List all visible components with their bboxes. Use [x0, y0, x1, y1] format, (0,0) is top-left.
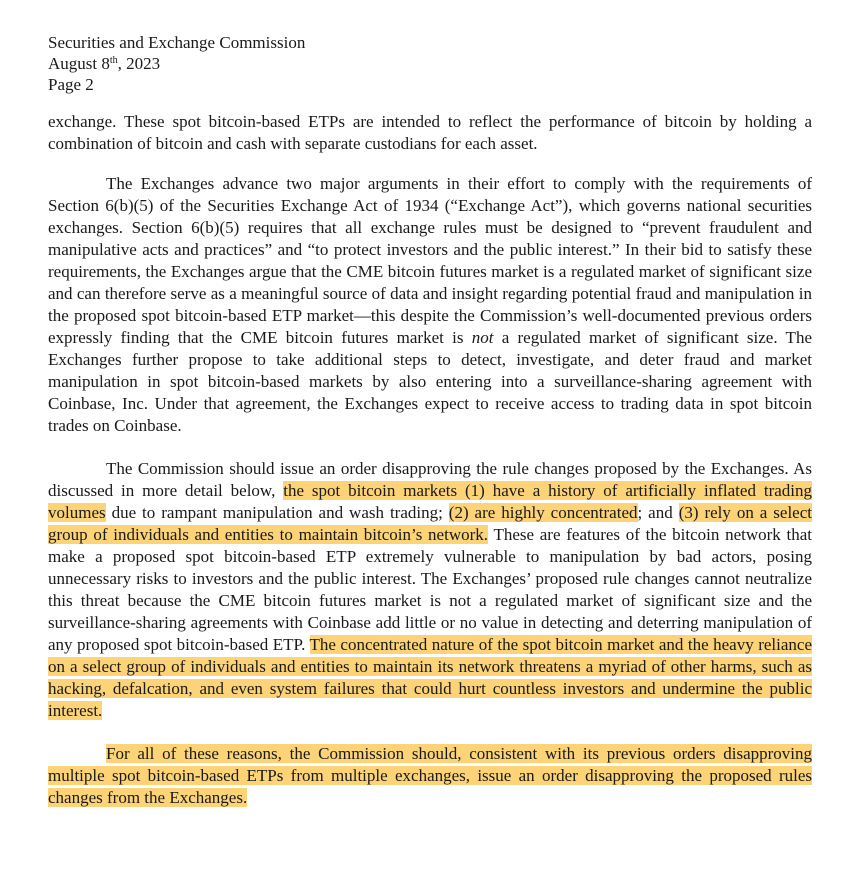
- date-ordinal: th: [109, 55, 118, 66]
- header-org: Securities and Exchange Commission: [48, 33, 306, 52]
- highlight-1: the spot bitcoin markets (1) have a history of artificially inflated trading volumes: [48, 481, 812, 522]
- paragraph-1: exchange. These spot bitcoin-based ETPs are intended to reflect the performance of bitcoin by holding a combination of bitcoin and cash with separate custodians for each asset.: [48, 112, 812, 153]
- paragraph-3: The Commission should issue an order disapproving the rule changes proposed by the Exchanges. As discussed in more detail below, the spot bitcoin markets (1) have a history of artificially inflated trading volumes due to rampant manipulation and wash trading; (2) are highly concentrated; and (3) rely on a select group of individuals and entities to maintain bitcoin’s network. These are features of the bitcoin network that make a proposed spot bitcoin-based ETP extremely vulnerable to manipulation by bad actors, posing unnecessary risks to investors and the public interest. The Exchanges’ proposed rule changes cannot neutralize this threat because the CME bitcoin futures market is not a regulated market of significant size and the surveillance-sharing agreements with Coinbase add little or no value in detecting and deterring manipulation of any proposed spot bitcoin-based ETP. The concentrated nature of the spot bitcoin market and the heavy reliance on a select group of individuals and entities to maintain its network threatens a myriad of other harms, such as hacking, defalcation, and even system failures that could hurt countless investors and undermine the public interest.: [48, 459, 812, 720]
- highlight-3: (3) rely on a select group of individuals and entities to maintain bitcoin’s network.: [48, 503, 812, 544]
- highlight-5: For all of these reasons, the Commission should, consistent with its previous orders disapproving multiple spot bitcoin-based ETPs from multiple exchanges, issue an order disapproving the proposed rules changes from the Exchanges.: [48, 744, 812, 807]
- header-page-number: Page 2: [48, 75, 94, 94]
- paragraph-2: The Exchanges advance two major arguments in their effort to comply with the requirements of Section 6(b)(5) of the Securities Exchange Act of 1934 (“Exchange Act”), which governs national securities exchanges. Section 6(b)(5) requires that all exchange rules must be designed to “prevent fraudulent and manipulative acts and practices” and “to protect investors and the public interest.” In their bid to satisfy these requirements, the Exchanges argue that the CME bitcoin futures market is a regulated market of significant size and can therefore serve as a meaningful source of data and insight regarding potential fraud and manipulation in the proposed spot bitcoin-based ETP market—this despite the Commission’s well-documented previous orders expressly finding that the CME bitcoin futures market is not a regulated market of significant size. The Exchanges further propose to take additional steps to detect, investigate, and deter fraud and market manipulation in spot bitcoin-based markets by also entering into a surveillance-sharing agreement with Coinbase, Inc. Under that agreement, the Exchanges expect to receive access to trading data in spot bitcoin trades on Coinbase.: [48, 174, 812, 435]
- emphasis-not: not: [471, 328, 494, 347]
- header-date: August 8th, 2023: [48, 54, 161, 73]
- paragraph-4: [48, 743, 812, 809]
- letter-header: [48, 32, 812, 95]
- highlight-2: (2) are highly concentrated: [448, 503, 638, 522]
- highlight-4: The concentrated nature of the spot bitcoin market and the heavy reliance on a select group of individuals and entities to maintain its network threatens a myriad of other harms, such as hacking, defalcation, and even system failures that could hurt countless investors and undermine the public interest.: [48, 635, 812, 720]
